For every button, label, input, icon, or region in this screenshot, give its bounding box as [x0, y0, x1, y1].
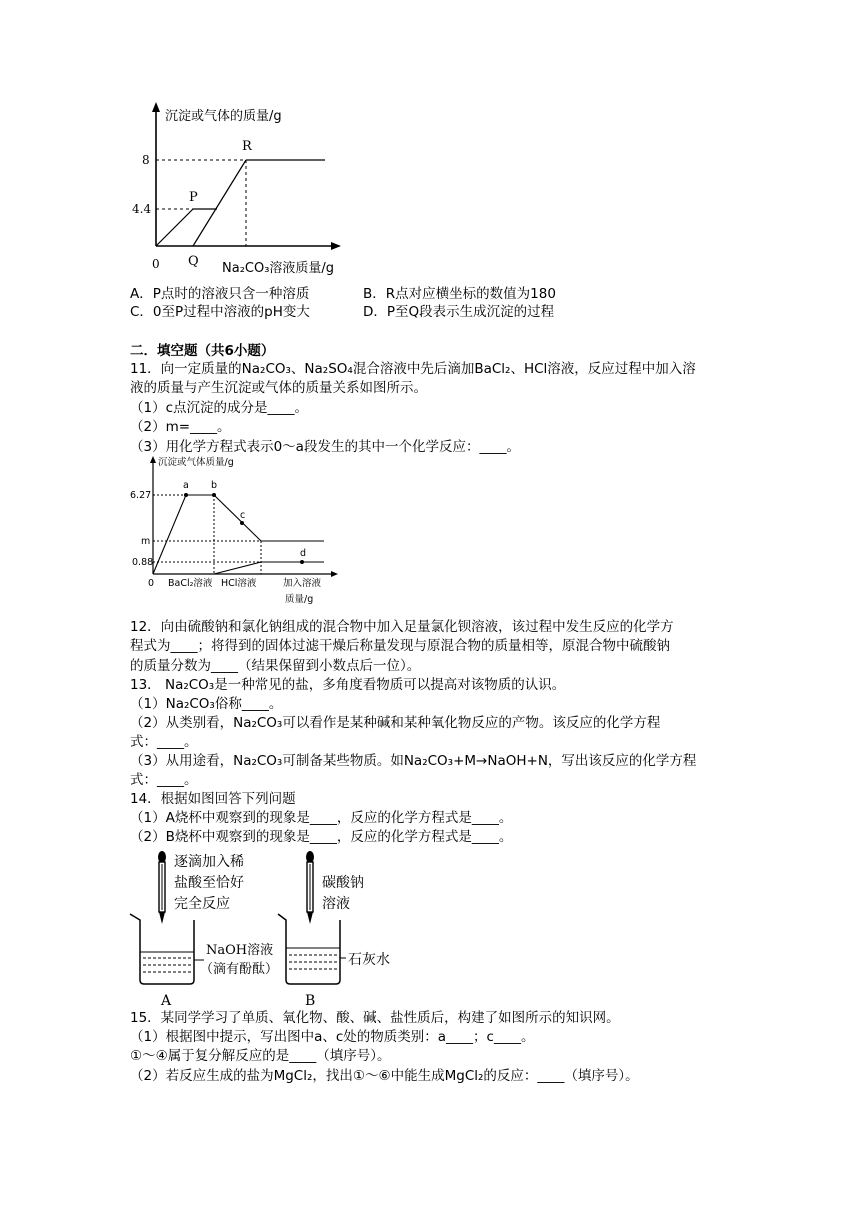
q12-line2: 程式为____；将得到的固体过滤干燥后称量发现与原混合物的质量相等，原混合物中硫酸钠	[130, 638, 670, 654]
q12-line1: 12．向由硫酸钠和氯化钠组成的混合物中加入足量氯化钡溶液，该过程中发生反应的化学方	[130, 619, 674, 635]
section-title: 二．填空题（共6小题）	[130, 343, 275, 359]
q13-sub2b: 式：____。	[130, 734, 198, 750]
origin-label: 0	[148, 578, 155, 589]
q11-sub1: （1）c点沉淀的成分是____。	[130, 400, 309, 416]
option-b: B．R点对应横坐标的数值为180	[363, 286, 556, 302]
x-label-hcl: HCl溶液	[221, 578, 257, 589]
q13-sub1: （1）Na₂CO₃俗称____。	[130, 696, 283, 712]
q11-line1: 11．向一定质量的Na₂CO₃、Na₂SO₄混合溶液中先后滴加BaCl₂、HCl溶液，反应过程中加入溶	[130, 361, 696, 377]
option-d: D．P至Q段表示生成沉淀的过程	[363, 304, 555, 320]
point-a-label: a	[183, 480, 189, 491]
beaker-b-drop-label-2: 溶液	[322, 896, 350, 912]
q15-sub1b: ①～④属于复分解反应的是____（填序号）。	[130, 1048, 391, 1064]
gas-curve	[214, 562, 324, 574]
q15-line1: 15．某同学学习了单质、氧化物、酸、碱、盐性质后，构建了如图所示的知识网。	[130, 1010, 620, 1026]
point-r-label: R	[242, 139, 252, 154]
q11-line2: 液的质量与产生沉淀或气体的质量关系如图所示。	[130, 380, 427, 396]
x-label-mass: 质量/g	[285, 594, 314, 605]
dropper-a	[158, 851, 166, 924]
q11-sub2: （2）m=____。	[130, 419, 231, 435]
beaker-b-solution: 石灰水	[348, 952, 390, 968]
q13-line1: 13． Na₂CO₃是一种常见的盐，多角度看物质可以提高对该物质的认识。	[130, 677, 566, 693]
point-a	[184, 493, 188, 497]
point-b	[212, 493, 216, 497]
x-axis-arrow	[331, 242, 341, 250]
option-a: A．P点时的溶液只含一种溶质	[130, 286, 310, 302]
q15-sub1: （1）根据图中提示，写出图中a、c处的物质类别：a____；c____。	[130, 1029, 535, 1045]
beaker-a-drop-label-3: 完全反应	[174, 896, 230, 912]
q14-sub1: （1）A烧杯中观察到的现象是____，反应的化学方程式是____。	[130, 810, 513, 826]
point-d	[300, 560, 304, 564]
x-label-added: 加入溶液	[283, 578, 322, 589]
q15-sub2: （2）若反应生成的盐为MgCl₂，找出①～⑥中能生成MgCl₂的反应：____（填序号）。	[130, 1068, 639, 1084]
q11-sub3: （3）用化学方程式表示0～a段发生的其中一个化学反应：____。	[130, 439, 520, 455]
beaker-a-name: A	[161, 993, 172, 1008]
beaker-a-solution-2: （滴有酚酞）	[200, 962, 279, 977]
y-tick-6.27: 6.27	[130, 490, 152, 501]
point-d-label: d	[300, 548, 307, 559]
q14-sub2: （2）B烧杯中观察到的现象是____，反应的化学方程式是____。	[130, 829, 513, 845]
y-tick-4.4: 4.4	[132, 202, 152, 216]
beaker-a-solution-1: NaOH溶液	[206, 943, 274, 958]
beaker-b	[278, 914, 346, 984]
q13-sub3a: （3）从用途看，Na₂CO₃可制备某些物质。如Na₂CO₃+M→NaOH+N，写出该反应的化学方程	[130, 753, 697, 769]
y-tick-8: 8	[142, 153, 150, 167]
precipitate-curve	[193, 160, 246, 246]
point-p-label: P	[189, 190, 198, 205]
origin-label: 0	[152, 257, 160, 271]
x-label-bacl2: BaCl₂溶液	[168, 578, 213, 589]
point-c	[240, 521, 244, 525]
point-c-label: c	[240, 510, 246, 521]
y-tick-m: m	[141, 536, 151, 547]
gas-curve	[156, 209, 193, 246]
q13-sub2a: （2）从类别看，Na₂CO₃可以看作是某种碱和某种氧化物反应的产物。该反应的化学方程	[130, 715, 661, 731]
graph-precipitate-gas-vs-solution	[128, 455, 348, 610]
beaker-diagram	[128, 848, 418, 1008]
option-c: C．0至P过程中溶液的pH变大	[130, 304, 310, 320]
beaker-a-drop-label-1: 逐滴加入稀	[174, 854, 244, 870]
y-axis-arrow	[152, 102, 160, 112]
y-tick-0.88: 0.88	[132, 557, 154, 568]
q13-sub3b: 式：____。	[130, 772, 198, 788]
q14-line1: 14．根据如图回答下列问题	[130, 791, 296, 807]
y-axis-label: 沉淀或气体质量/g	[158, 457, 234, 468]
beaker-a	[130, 914, 204, 984]
beaker-b-name: B	[305, 993, 316, 1008]
q12-line3: 的质量分数为____（结果保留到小数点后一位）。	[130, 658, 421, 674]
y-axis-label: 沉淀或气体的质量/g	[165, 109, 282, 124]
graph-precipitate-gas-vs-na2co3	[125, 98, 365, 280]
point-b-label: b	[211, 480, 218, 491]
point-q-label: Q	[188, 254, 199, 269]
beaker-b-drop-label-1: 碳酸钠	[322, 875, 364, 891]
x-axis-label: Na₂CO₃溶液质量/g	[222, 261, 335, 276]
dropper-b	[306, 851, 314, 924]
beaker-a-drop-label-2: 盐酸至恰好	[174, 875, 244, 891]
